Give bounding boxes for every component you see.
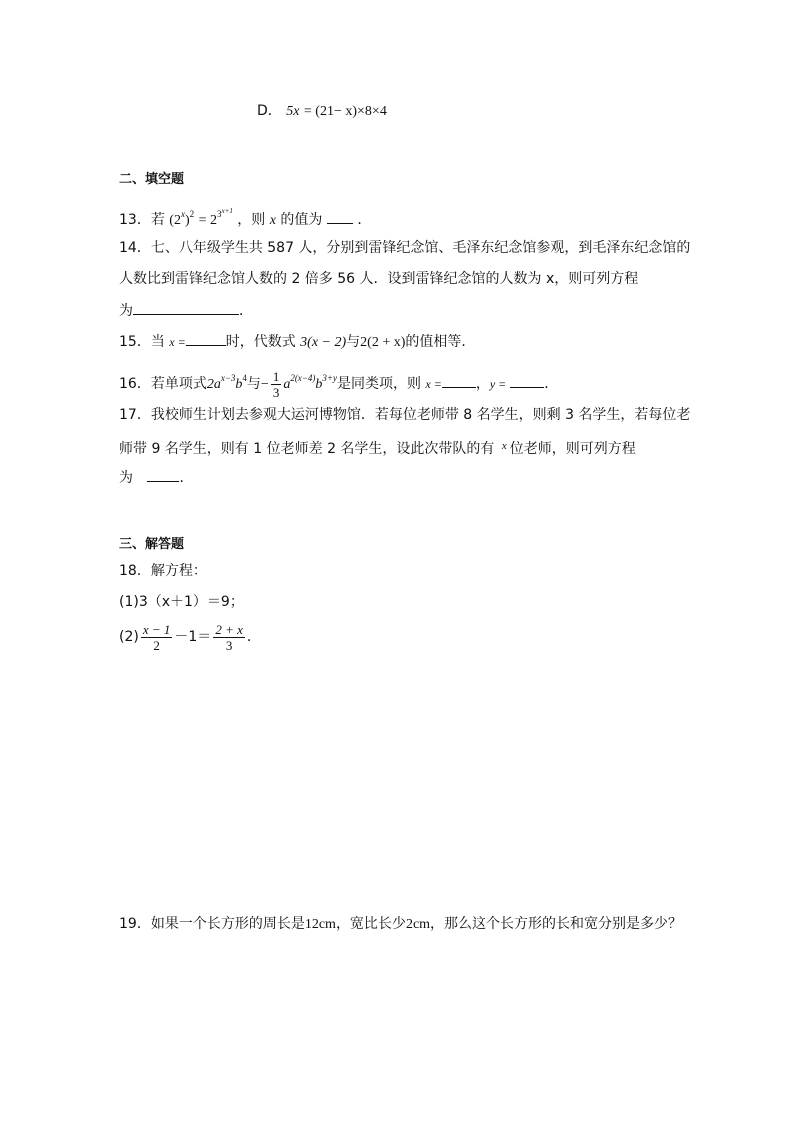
q18-frac1-num: x − 1: [142, 621, 171, 637]
q18-part2-prefix: (2): [119, 629, 139, 645]
q16-mono2-b: b: [315, 377, 323, 392]
q16-x-answer-blank[interactable]: [442, 373, 476, 388]
q17-line2-prefix: 师带 9 名学生，则有 1 位老师差 2 名学生，设此次带队的有: [119, 441, 495, 457]
q16-neg: −: [260, 377, 269, 392]
question-14-line3: [119, 300, 253, 321]
q19-mid: ，宽比长少: [335, 916, 406, 932]
q13-base: (2: [169, 213, 181, 228]
question-18-title: 18．解方程：: [119, 563, 207, 579]
q15-answer-blank[interactable]: [186, 331, 226, 346]
q19-prefix: 19．如果一个长方形的周长是: [119, 916, 305, 932]
q15-mid2: 与: [346, 334, 361, 350]
q13-rhs-exp: 3: [216, 209, 222, 219]
q15-mid1: 时，代数式: [225, 334, 296, 350]
question-15: [119, 331, 475, 353]
question-14-line2: 人数比到雷锋纪念馆人数的 2 倍多 56 人．设到雷锋纪念馆的人数为 x，则可列方程: [119, 271, 639, 287]
section-title-fill-in: 二、填空题: [119, 172, 185, 187]
q16-end: ．: [544, 376, 559, 392]
q15-expr1: 3(x − 2): [300, 335, 347, 350]
q14-answer-blank[interactable]: [133, 300, 239, 315]
q18-fraction-left: [141, 622, 173, 653]
q13-rhs-exp2: x+1: [221, 207, 233, 215]
q13-var: x: [269, 213, 276, 228]
q16-mono2-bexp: 3+y: [322, 373, 337, 383]
q18-end: ．: [246, 629, 261, 645]
q19-difference: 2cm: [405, 917, 431, 932]
question-18-part1: (1)3（x＋1）＝9；: [119, 594, 244, 610]
option-d-lhs: 5x: [286, 104, 300, 119]
q18-frac2-den: 3: [225, 637, 233, 653]
q16-y-answer-blank[interactable]: [510, 373, 544, 388]
q17-end: ．: [179, 470, 194, 486]
q19-tail: ，那么这个长方形的长和宽分别是多少？: [430, 916, 683, 932]
question-13: [119, 201, 371, 231]
question-14-line1: 14．七、八年级学生共 587 人，分别到雷锋纪念馆、毛泽东纪念馆参观，到毛泽东纪念馆的: [119, 240, 691, 256]
q16-mono1-exp: x−3: [220, 373, 236, 383]
q13-tail: 的值为: [280, 212, 323, 228]
q17-var: x: [501, 440, 507, 452]
section-title-solve: 三、解答题: [119, 537, 185, 552]
q16-fraction: [271, 369, 282, 400]
q17-line3-prefix: 为: [119, 470, 133, 486]
q13-exp-x: x: [180, 209, 185, 219]
q16-comma: ，: [475, 376, 490, 392]
q15-var: x =: [169, 335, 186, 349]
q18-fraction-right: [213, 622, 245, 653]
question-17-line3: [119, 467, 193, 488]
option-d-rhs: = (21− x)×8×4: [303, 104, 387, 119]
q19-perimeter: 12cm: [304, 917, 336, 932]
q15-expr2: 2(2 + x): [360, 335, 406, 350]
q13-answer-blank[interactable]: [327, 209, 353, 224]
q17-line2-suffix: 位老师，则可列方程: [509, 441, 636, 457]
q16-mono1-bexp: 4: [242, 373, 247, 383]
option-d: [257, 101, 387, 122]
q16-mono1-b: b: [235, 377, 243, 392]
q13-rhs-base: = 2: [198, 213, 217, 228]
question-18-part2: [119, 620, 261, 654]
q16-frac-num: 1: [272, 368, 280, 384]
question-17-line2: [119, 436, 636, 459]
q16-mono2-exp: 2(x−4): [290, 373, 316, 383]
q16-prefix: 16．若单项式: [119, 376, 207, 392]
q15-tail: 的值相等．: [405, 334, 476, 350]
q14-end: ．: [239, 303, 253, 319]
q17-answer-blank[interactable]: [147, 467, 179, 482]
q16-mid: 与: [246, 376, 261, 392]
q16-tail: 是同类项，则: [336, 376, 421, 392]
q13-prefix: 13．若: [119, 212, 165, 228]
q16-mono1: 2a: [206, 377, 221, 392]
question-19: [119, 914, 682, 935]
q13-paren-close: ): [184, 213, 190, 228]
q18-mid: －1＝: [174, 629, 212, 645]
q13-square: 2: [189, 209, 195, 219]
q16-xvar: x =: [425, 377, 442, 391]
question-17-line1: 17．我校师生计划去参观大运河博物馆．若每位老师带 8 名学生，则剩 3 名学生，若每位老: [119, 407, 691, 423]
option-d-label: D．: [257, 103, 282, 119]
q18-frac2-num: 2 + x: [215, 621, 243, 637]
q16-frac-den: 3: [272, 384, 280, 400]
q13-end: ．: [357, 212, 372, 228]
q16-mono2: a: [283, 377, 291, 392]
q16-yvar: y =: [489, 377, 507, 391]
q18-frac1-den: 2: [153, 637, 160, 653]
q14-line3-prefix: 为: [119, 303, 133, 319]
q15-prefix: 15．当: [119, 334, 165, 350]
question-16: [119, 366, 558, 400]
q13-mid: ，则: [237, 212, 266, 228]
